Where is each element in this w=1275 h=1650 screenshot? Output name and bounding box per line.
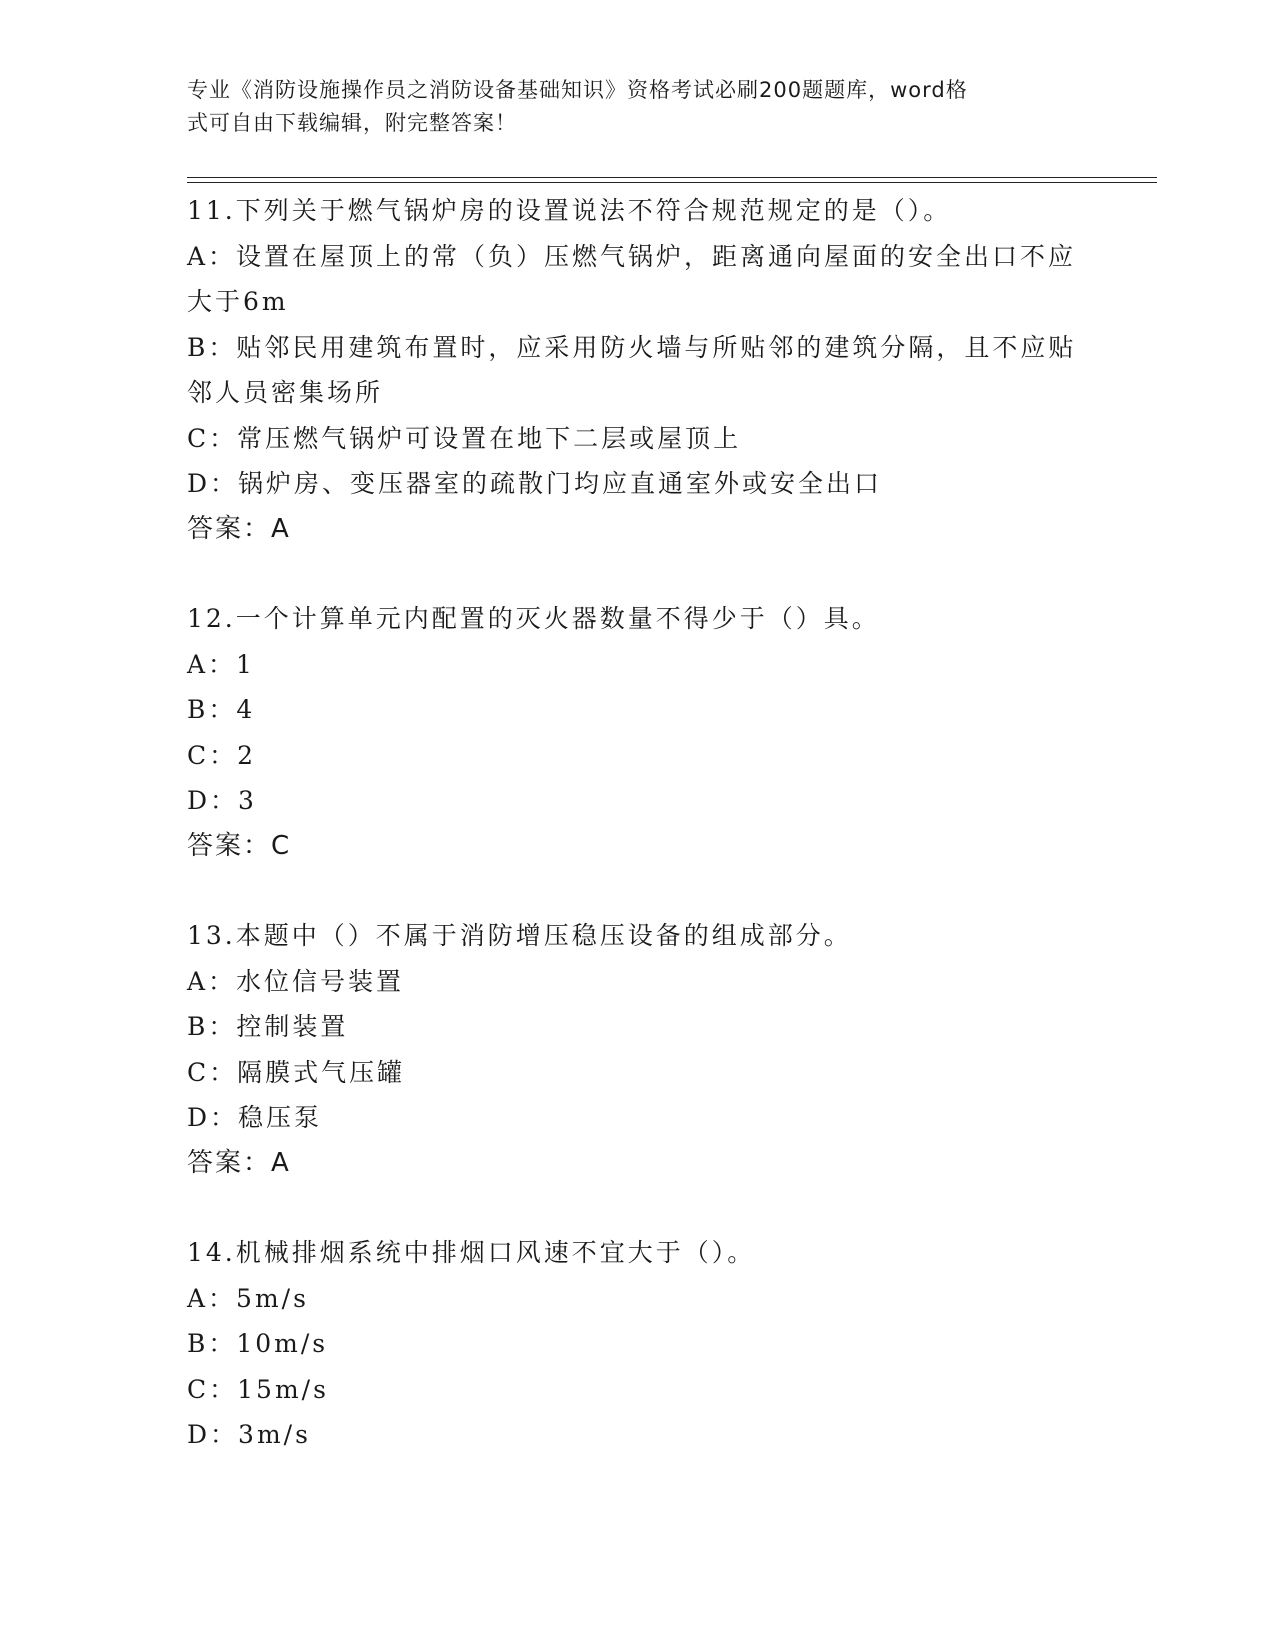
header-line-2: 式可自由下载编辑，附完整答案！ <box>187 111 517 135</box>
question-14 <box>187 1230 1087 1458</box>
question-11 <box>187 188 1087 552</box>
header-line-1: 专业《消防设施操作员之消防设备基础知识》资格考试必刷200题题库，word格 <box>187 78 968 102</box>
option-a: A：水位信号装置 <box>187 966 405 996</box>
option-d: D：3 <box>187 786 257 815</box>
option-b: B：4 <box>187 695 256 724</box>
option-a: A：1 <box>187 649 255 679</box>
option-c: C：2 <box>187 740 257 770</box>
option-d: D：稳压泵 <box>187 1103 323 1132</box>
question-stem: 13.本题中（）不属于消防增压稳压设备的组成部分。 <box>187 921 852 950</box>
option-b: B：贴邻民用建筑布置时，应采用防火墙与所贴邻的建筑分隔，且不应贴邻人员密集场所 <box>187 332 1077 407</box>
question-13 <box>187 913 1087 1186</box>
header-divider-top <box>187 177 1157 178</box>
document-header <box>187 74 1067 140</box>
question-stem: 12.一个计算单元内配置的灭火器数量不得少于（）具。 <box>187 604 880 633</box>
option-a: A：设置在屋顶上的常（负）压燃气锅炉，距离通向屋面的安全出口不应大于6m <box>187 241 1077 316</box>
option-c: C：15m/s <box>187 1374 329 1404</box>
answer-label: 答案：A <box>187 513 291 544</box>
answer-label: 答案：A <box>187 1147 291 1178</box>
question-stem: 14.机械排烟系统中排烟口风速不宜大于（）。 <box>187 1238 756 1267</box>
question-list <box>187 188 1087 1502</box>
option-b: B：10m/s <box>187 1329 329 1358</box>
option-b: B：控制装置 <box>187 1012 349 1041</box>
option-d: D：锅炉房、变压器室的疏散门均应直通室外或安全出口 <box>187 469 883 498</box>
option-c: C：常压燃气锅炉可设置在地下二层或屋顶上 <box>187 423 742 453</box>
option-c: C：隔膜式气压罐 <box>187 1057 406 1087</box>
option-a: A：5m/s <box>187 1283 309 1313</box>
answer-label: 答案：C <box>187 830 292 861</box>
header-divider-bottom <box>187 182 1157 183</box>
option-d: D：3m/s <box>187 1420 311 1449</box>
question-12 <box>187 596 1087 869</box>
question-stem: 11.下列关于燃气锅炉房的设置说法不符合规范规定的是（）。 <box>187 196 952 225</box>
